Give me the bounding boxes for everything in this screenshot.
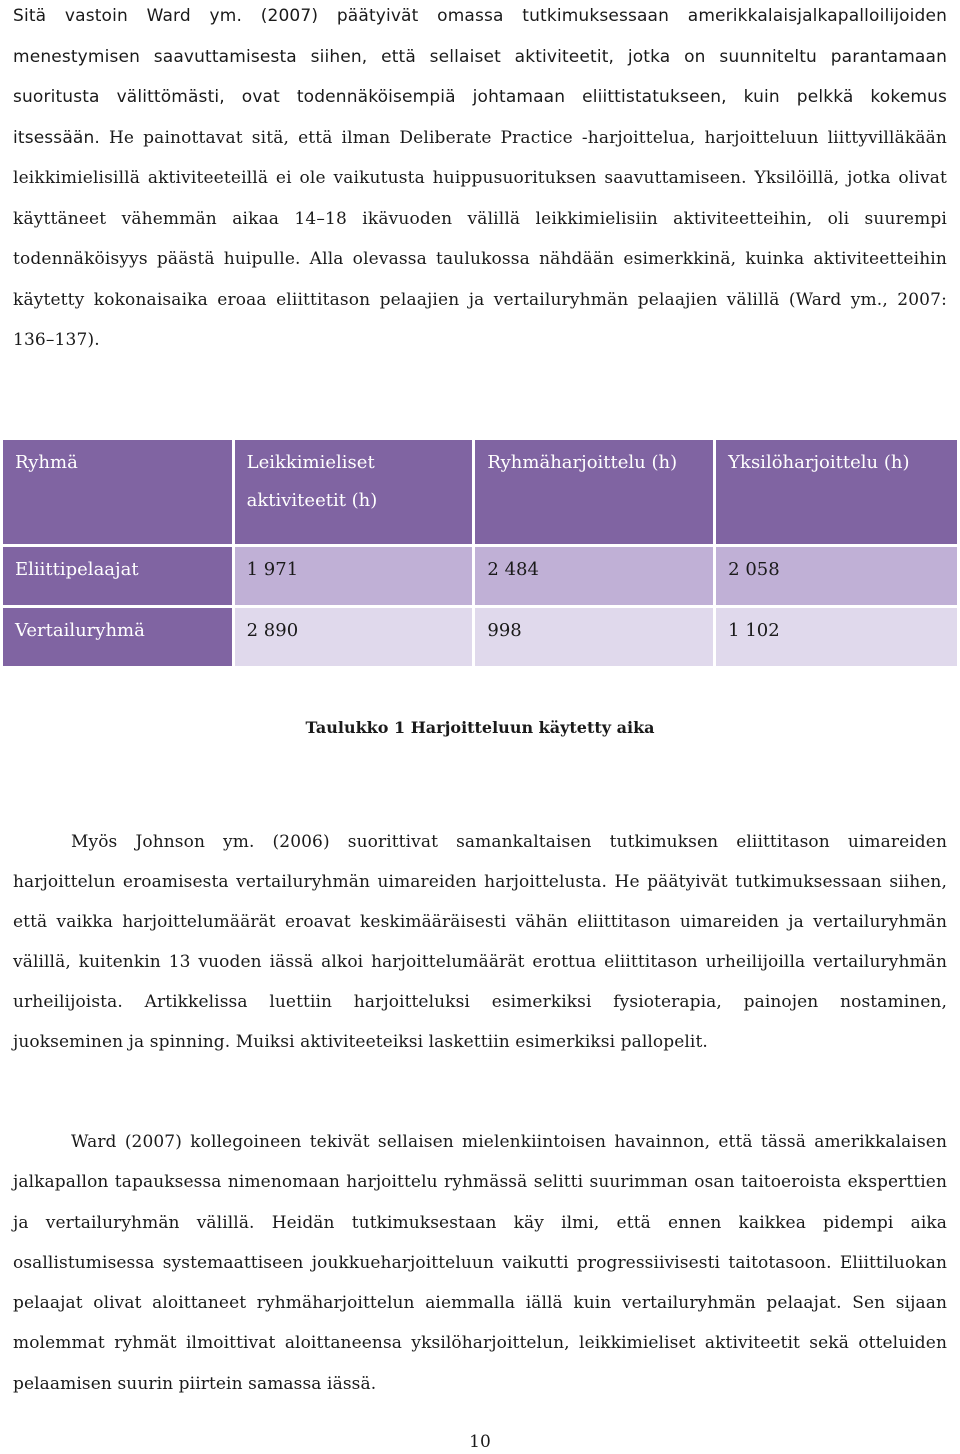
header-group-training: Ryhmäharjoittelu (h) [475, 440, 713, 544]
paragraph-johnson-2006: Myös Johnson ym. (2006) suorittivat samankaltaisen tutkimuksen eliittitason uimareiden harjoittelun eroamisesta vertailuryhmän uimareiden harjoittelusta. He päätyivät tutkimuksessaan siihen, että vaikka harjoittelumäärät eroavat keskimääräisesti vähän eliittitason uimareiden ja vertailuryhmän välillä, kuitenkin 13 vuoden iässä alkoi harjoittelumäärät erottua eliittitason urheilijoilla vertailuryhmän urheilijoista. Artikkelissa luettiin harjoitteluksi esimerkiksi fysioterapia, painojen nostaminen, juokseminen ja spinning. Muiksi aktiviteeteiksi laskettiin esimerkiksi pallopelit. [13, 832, 947, 1053]
header-playful-activities: Leikkimieliset aktiviteetit (h) [235, 440, 473, 544]
paragraph-ward-2007 [13, 0, 947, 361]
cell-comparison-individual: 1 102 [716, 608, 957, 666]
activity-time-table [0, 437, 960, 669]
table-caption: Taulukko 1 Harjoitteluun käytetty aika [305, 718, 655, 737]
paragraph-ward-2007-sans-part: Sitä vastoin Ward ym. (2007) päätyivät omassa tutkimuksessaan amerikkalaisjalkapalloilijoiden menestymisen saavuttamisesta siihen, että sellaiset aktiviteetit, jotka on suunniteltu parantamaan suoritusta välittömästi, ovat todennäköisempiä johtamaan eliittistatukseen, kuin pelkkä kokemus itsessään. [13, 6, 947, 148]
cell-elite-individual: 2 058 [716, 547, 957, 605]
page-number: 10 [469, 1432, 491, 1452]
table-row [3, 547, 957, 605]
cell-comparison-playful: 2 890 [235, 608, 473, 666]
row-label-comparison: Vertailuryhmä [3, 608, 232, 666]
table-row [3, 608, 957, 666]
cell-elite-group: 2 484 [475, 547, 713, 605]
cell-comparison-group: 998 [475, 608, 713, 666]
table-header-row [3, 440, 957, 544]
paragraph-ward-2007-serif-part: He painottavat sitä, että ilman Deliberate Practice -harjoittelua, harjoitteluun liittyvilläkään leikkimielisillä aktiviteeteillä ei ole vaikutusta huippusuorituksen saavuttamiseen. Yksilöillä, jotka olivat käyttäneet vähemmän aikaa 14–18 ikävuoden välillä leikkimielisiin aktiviteetteihin, oli suurempi todennäköisyys päästä huipulle. Alla olevassa taulukossa nähdään esimerkkinä, kuinka aktiviteetteihin käytetty kokonaisaika eroaa eliittitason pelaajien ja vertailuryhmän pelaajien välillä (Ward ym., 2007: 136–137). [13, 127, 947, 350]
row-label-elite: Eliittipelaajat [3, 547, 232, 605]
cell-elite-playful: 1 971 [235, 547, 473, 605]
header-group: Ryhmä [3, 440, 232, 544]
header-individual-training: Yksilöharjoittelu (h) [716, 440, 957, 544]
paragraph-ward-findings: Ward (2007) kollegoineen tekivät sellaisen mielenkiintoisen havainnon, että tässä amerikkalaisen jalkapallon tapauksessa nimenomaan harjoittelu ryhmässä selitti suurimman osan taitoeroista eksperttien ja vertailuryhmän välillä. Heidän tutkimuksestaan käy ilmi, että ennen kaikkea pidempi aika osallistumisessa systemaattiseen joukkueharjoitteluun vaikutti progressiivisesti taitotasoon. Eliittiluokan pelaajat olivat aloittaneet ryhmäharjoittelun aiemmalla iällä kuin vertailuryhmän pelaajat. Sen sijaan molemmat ryhmät ilmoittivat aloittaneensa yksilöharjoittelun, leikkimieliset aktiviteetit sekä otteluiden pelaamisen suurin piirtein samassa iässä. [13, 1132, 947, 1394]
